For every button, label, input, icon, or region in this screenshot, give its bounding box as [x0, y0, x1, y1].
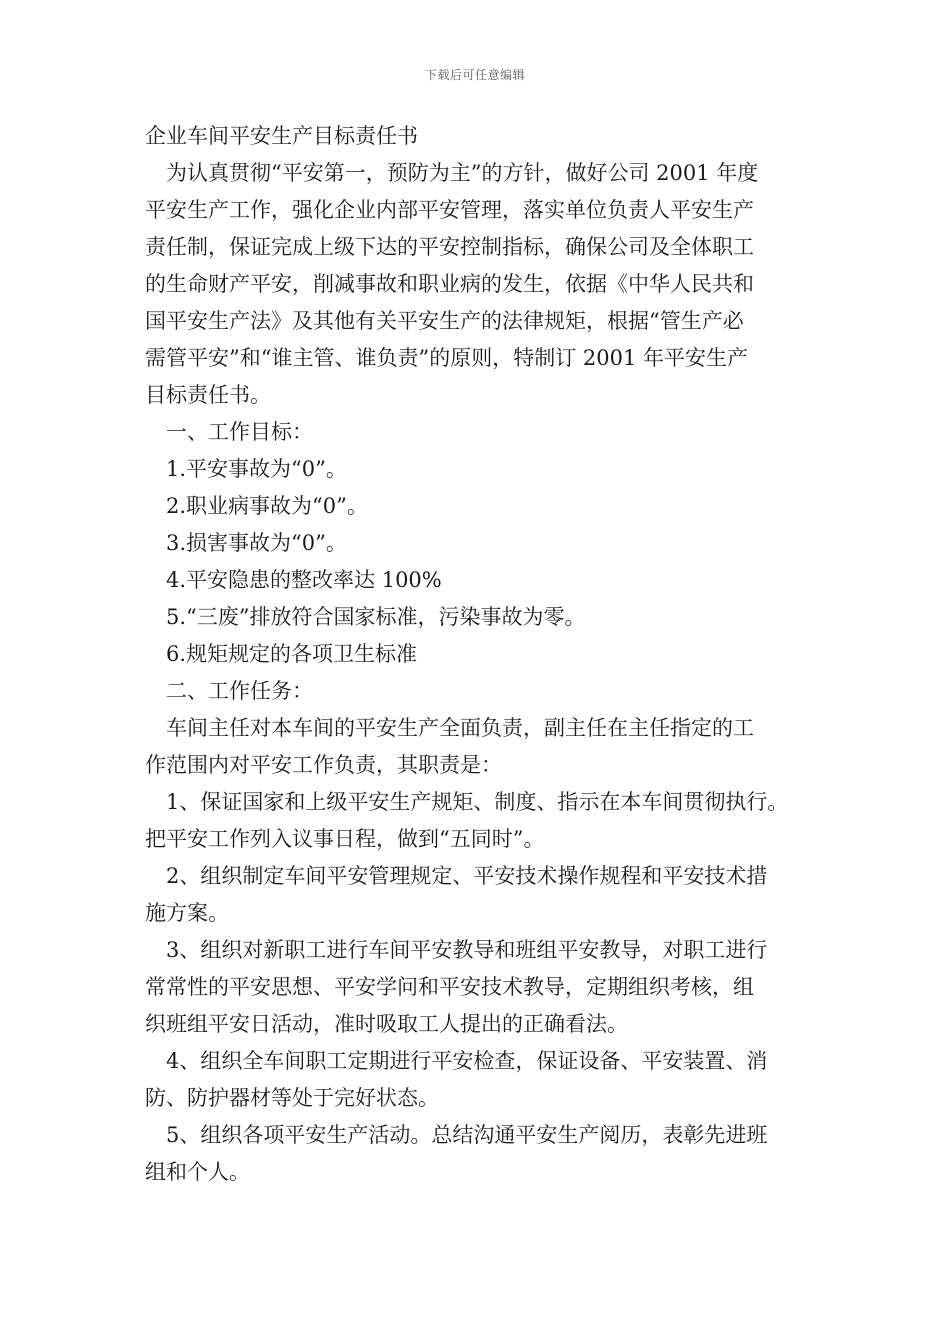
- intro-line: 的生命财产平安，削减事故和职业病的发生，依据《中华人民共和: [145, 272, 754, 296]
- task-intro-line: 作范围内对平安工作负责，其职责是：: [145, 753, 502, 777]
- document-body: [145, 118, 825, 1191]
- task-line: 5、组织各项平安生产活动。总结沟通平安生产阅历，表彰先进班: [166, 1123, 768, 1147]
- goals-list: [145, 451, 825, 673]
- goal-item: 6.规矩规定的各项卫生标准: [166, 642, 418, 666]
- task-line: 2、组织制定车间平安管理规定、平安技术操作规程和平安技术措: [166, 864, 768, 888]
- intro-line: 需管平安”和“谁主管、谁负责”的原则，特制订 2001 年平安生产: [145, 346, 748, 370]
- task-line: 4、组织全车间职工定期进行平安检查，保证设备、平安装置、消: [166, 1049, 768, 1073]
- goal-item: 2.职业病事故为“0”。: [166, 494, 368, 518]
- goal-item: 5.“三废”排放符合国家标准，污染事故为零。: [166, 605, 586, 629]
- header-note: 下载后可任意编辑: [424, 68, 525, 82]
- task-item-5: [145, 1117, 825, 1191]
- task-line: 防、防护器材等处于完好状态。: [145, 1086, 439, 1110]
- task-item-1: [145, 784, 825, 858]
- document-title: 企业车间平安生产目标责任书: [145, 124, 418, 148]
- section-heading-tasks: 二、工作任务：: [166, 679, 313, 703]
- task-line: 1、保证国家和上级平安生产规矩、制度、指示在本车间贯彻执行。: [166, 790, 789, 814]
- task-line: 施方案。: [145, 901, 229, 925]
- task-line: 组和个人。: [145, 1160, 250, 1184]
- intro-line: 责任制，保证完成上级下达的平安控制指标，确保公司及全体职工: [145, 235, 754, 259]
- task-item-4: [145, 1043, 825, 1117]
- task-line: 把平安工作列入议事日程，做到“五同时”。: [145, 827, 545, 851]
- intro-line: 国平安生产法》及其他有关平安生产的法律规矩，根据“管生产必: [145, 309, 744, 333]
- section-heading-goals: 一、工作目标：: [166, 420, 313, 444]
- intro-line: 平安生产工作，强化企业内部平安管理，落实单位负责人平安生产: [145, 198, 754, 222]
- intro-paragraph: [145, 155, 825, 414]
- task-item-2: [145, 858, 825, 932]
- intro-line: 目标责任书。: [145, 383, 271, 407]
- task-item-3: [145, 932, 825, 1043]
- task-line: 常常性的平安思想、平安学问和平安技术教导，定期组织考核，组: [145, 975, 754, 999]
- task-line: 3、组织对新职工进行车间平安教导和班组平安教导，对职工进行: [166, 938, 768, 962]
- task-intro-paragraph: [145, 710, 825, 784]
- goal-item: 4.平安隐患的整改率达 100%: [166, 568, 442, 592]
- intro-line: 为认真贯彻“平安第一，预防为主”的方针，做好公司 2001 年度: [166, 161, 759, 185]
- goal-item: 3.损害事故为“0”。: [166, 531, 347, 555]
- task-line: 织班组平安日活动，准时吸取工人提出的正确看法。: [145, 1012, 628, 1036]
- goal-item: 1.平安事故为“0”。: [166, 457, 347, 481]
- task-intro-line: 车间主任对本车间的平安生产全面负责，副主任在主任指定的工: [166, 716, 754, 740]
